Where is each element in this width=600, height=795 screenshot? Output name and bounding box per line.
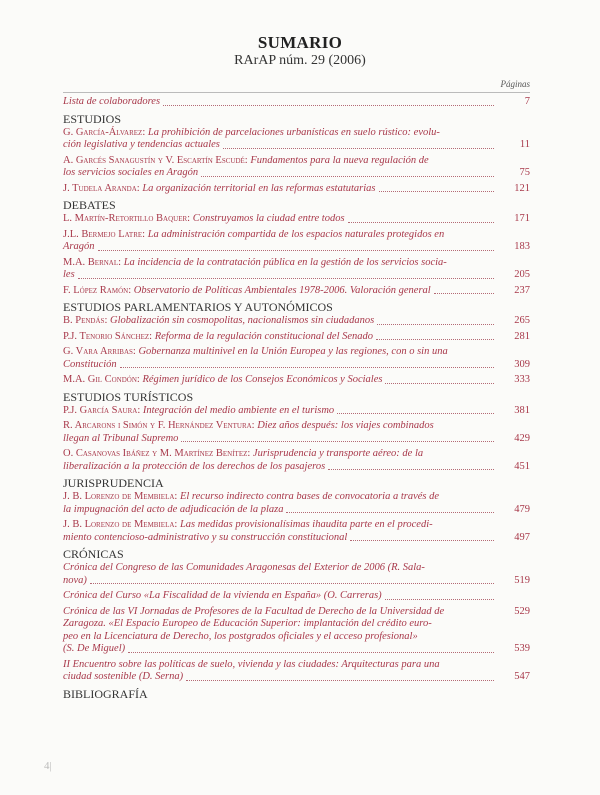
leader-dots: [78, 278, 494, 279]
entry-title-line: los servicios sociales en Aragón: [63, 167, 199, 178]
entry-author: M.A. Gil Condón: [63, 374, 137, 385]
toc-entry[interactable]: G. Vara Arribas: Gobernanza multinivel en la Unión Europea y las regiones, con o sin una Constitución 309: [63, 346, 530, 370]
entry-title-line: El recurso indirecto contra bases de convocatoria a través de: [179, 491, 440, 502]
page-number: 171: [514, 213, 530, 224]
entry-title-line: La organización territorial en las reformas estatutarias: [142, 182, 376, 194]
toc-entry[interactable]: B. Pendás: Globalización sin cosmopolitas, nacionalismos sin ciudadanos 265: [63, 315, 530, 326]
entry-title-line: Integración del medio ambiente en el turismo: [142, 404, 335, 416]
toc-entry[interactable]: J. B. Lorenzo de Membiela: Las medidas provisionalísimas ihaudita parte en el procedi- miento contencioso-administrativo y su construcción constitucional 497: [63, 519, 530, 543]
entry-author: O. Casanovas Ibáñez y M. Martínez Benítez: [63, 448, 248, 459]
entry-title-line: nova): [63, 574, 87, 586]
page-number: 479: [514, 503, 530, 515]
section-heading: ESTUDIOS TURÍSTICOS: [63, 389, 194, 404]
page-number: 237: [514, 284, 530, 296]
leader-dots: [350, 540, 494, 541]
leader-dots: [337, 413, 494, 414]
entry-title-line: La administración compartida de los espacios naturales protegidos en: [147, 228, 445, 240]
section-heading: ESTUDIOS: [63, 111, 122, 126]
toc-entry[interactable]: J. Tudela Aranda: La organización territorial en las reformas estatutarias 121: [63, 182, 530, 194]
entry-title-line: Gobernanza multinivel en la Unión Europea y las regiones, con o sin una: [138, 346, 448, 357]
entry-author: G. Vara Arribas: [63, 346, 133, 357]
leader-dots: [181, 441, 494, 442]
toc-entry[interactable]: F. López Ramón: Observatorio de Políticas Ambientales 1978-2006. Valoración general 237: [63, 284, 530, 296]
entry-author: G. García-Álvarez: [63, 126, 143, 138]
entry-author: L. Martín-Retortillo Baquer: [63, 213, 188, 224]
leader-dots: [128, 652, 494, 653]
journal-issue: RArAP núm. 29 (2006): [234, 53, 366, 68]
entry-title-line: Régimen jurídico de los Consejos Económicos y Sociales: [142, 374, 383, 385]
leader-dots: [98, 250, 495, 251]
entry-title-line: la impugnación del acto de adjudicación de la plaza: [63, 503, 284, 515]
entry-title-line: Fundamentos para la nueva regulación de: [250, 154, 429, 166]
entry-title-line: Zaragoza. «El Espacio Europeo de Educación Superior: implantación del crédito euro-: [63, 618, 432, 629]
page-number: 75: [519, 167, 530, 178]
page-mark: 4|: [44, 760, 52, 772]
entry-author: P.J. Tenorio Sánchez: [63, 330, 150, 342]
leader-dots: [120, 367, 494, 368]
entry-title-line: II Encuentro sobre las políticas de suelo, vivienda y las ciudades: Arquitecturas para una: [63, 658, 440, 670]
entry-title-line: Crónica de las VI Jornadas de Profesores de la Facultad de Derecho de la Universidad de: [63, 605, 445, 617]
leader-dots: [328, 469, 494, 470]
toc-entry[interactable]: R. Arcarons i Simón y F. Hernández Ventura: Diez años después: los viajes combinados llegan al Tribunal Supremo 429: [63, 420, 530, 444]
toc-entry[interactable]: M.A. Bernal: La incidencia de la contratación pública en la gestión de los servicios socia- les 205: [63, 256, 530, 280]
toc-entry[interactable]: [63, 606, 530, 656]
page-number: 547: [514, 671, 530, 682]
leader-dots: [377, 324, 494, 325]
entry-author: J.L. Bermejo Latre: [63, 228, 143, 240]
entry-title-line: Diez años después: los viajes combinados: [257, 420, 434, 431]
entry-author: A. Garcés Sanagustín y V. Escartín Escudé: [63, 154, 245, 166]
entry-author: R. Arcarons i Simón y F. Hernández Ventura: [63, 420, 252, 431]
toc-entry[interactable]: J. B. Lorenzo de Membiela: El recurso indirecto contra bases de convocatoria a través de la impugnación del acto de adjudicación de la plaza 479: [63, 491, 530, 515]
entry-title-line: ción legislativa y tendencias actuales: [63, 139, 220, 150]
pages-column-label: Páginas: [500, 79, 530, 89]
section-heading: BIBLIOGRAFÍA: [63, 686, 148, 701]
leader-dots: [223, 148, 494, 149]
page-number: 529: [514, 605, 530, 617]
entry-title-line: ciudad sostenible (D. Serna): [63, 671, 184, 682]
page-number: 7: [524, 96, 530, 107]
page-number: 451: [514, 460, 530, 472]
leader-dots: [186, 680, 494, 681]
section-heading: CRÓNICAS: [63, 547, 124, 561]
section-heading: ESTUDIOS PARLAMENTARIOS Y AUTONÓMICOS: [63, 300, 333, 314]
section-heading: DEBATES: [63, 198, 116, 212]
entry-title-line: llegan al Tribunal Supremo: [63, 432, 179, 444]
toc-entry[interactable]: L. Martín-Retortillo Baquer: Construyamos la ciudad entre todos 171: [63, 213, 530, 224]
toc-entry-colaboradores[interactable]: Lista de colaboradores 7: [63, 96, 530, 107]
leader-dots: [286, 512, 494, 513]
page-number: 519: [514, 574, 530, 586]
leader-dots: [379, 191, 495, 192]
leader-dots: [376, 339, 494, 340]
page-number: 205: [514, 269, 530, 280]
entry-title-line: Jurisprudencia y transporte aéreo: de la: [252, 448, 424, 459]
header-rule: [63, 92, 530, 93]
leader-dots: [385, 383, 494, 384]
toc-entry[interactable]: J.L. Bermejo Latre: La administración compartida de los espacios naturales protegidos en Aragón 183: [63, 228, 530, 252]
page-number: 381: [514, 404, 530, 416]
toc-entry[interactable]: [63, 562, 530, 587]
page-number: 539: [514, 643, 530, 654]
entry-title-line: les: [63, 269, 75, 280]
entry-title-line: (S. De Miguel): [63, 643, 126, 654]
entry-title-line: peo en la Licenciatura de Derecho, los postgrados oficiales y el acceso profesional»: [63, 630, 418, 642]
page-number: 497: [514, 531, 530, 543]
entry-author: P.J. García Saura: [63, 404, 138, 416]
entry-title-line: La incidencia de la contratación pública en la gestión de los servicios socia-: [123, 256, 447, 268]
page-number: 309: [514, 358, 530, 370]
page-number: 429: [514, 432, 530, 444]
toc-entry[interactable]: G. García-Álvarez: La prohibición de parcelaciones urbanísticas en suelo rústico: evolu- ción legislativa y tendencias actuales 11: [63, 126, 530, 150]
entry-title-line: Reforma de la regulación constitucional del Senado: [154, 330, 374, 342]
entry-author: J. Tudela Aranda: [63, 182, 137, 194]
toc-entry[interactable]: P.J. García Saura: Integración del medio ambiente en el turismo 381: [63, 404, 530, 416]
page-number: 121: [514, 182, 530, 194]
table-of-contents: [63, 94, 530, 702]
entry-author: J. B. Lorenzo de Membiela: [63, 519, 175, 530]
leader-dots: [90, 583, 494, 584]
page-number: 11: [519, 139, 530, 150]
entry-title-line: Construyamos la ciudad entre todos: [192, 213, 345, 224]
leader-dots: [201, 176, 494, 177]
toc-entry[interactable]: [63, 590, 530, 603]
entry-title-line: Crónica del Curso «La Fiscalidad de la vivienda en España» (O. Carreras): [63, 590, 382, 601]
section-heading: JURISPRUDENCIA: [63, 476, 164, 490]
page-number: 265: [514, 315, 530, 326]
entry-title-line: Aragón: [63, 241, 95, 252]
toc-entry[interactable]: A. Garcés Sanagustín y V. Escartín Escudé: Fundamentos para la nueva regulación de los servicios sociales en Aragón 75: [63, 154, 530, 178]
entry-title-line: Constitución: [63, 358, 117, 370]
toc-sections: [63, 112, 530, 702]
entry-author: M.A. Bernal: [63, 256, 119, 268]
entry-author: J. B. Lorenzo de Membiela: [63, 491, 175, 502]
page-title: SUMARIO: [257, 33, 343, 52]
toc-entry[interactable]: P.J. Tenorio Sánchez: Reforma de la regulación constitucional del Senado 281: [63, 330, 530, 342]
entry-title-line: miento contencioso-administrativo y su construcción constitucional: [63, 531, 348, 543]
toc-entry[interactable]: [63, 659, 530, 684]
entry-title-line: Globalización sin cosmopolitas, nacionalismos sin ciudadanos: [109, 315, 375, 326]
leader-dots: [434, 293, 494, 294]
leader-dots: [385, 599, 494, 600]
entry-author: B. Pendás: [63, 315, 105, 326]
page-number: 281: [514, 330, 530, 342]
entry-title-line: Observatorio de Políticas Ambientales 1978-2006. Valoración general: [133, 284, 431, 296]
toc-entry[interactable]: O. Casanovas Ibáñez y M. Martínez Benítez: Jurisprudencia y transporte aéreo: de la liberalización a la protección de los derechos de los pasajeros 451: [63, 448, 530, 472]
entry-title-line: Crónica del Congreso de las Comunidades Aragonesas del Exterior de 2006 (R. Sala-: [63, 562, 425, 573]
page-number: 183: [514, 241, 530, 252]
entry-title-line: La prohibición de parcelaciones urbanísticas en suelo rústico: evolu-: [147, 126, 440, 138]
page-number: 333: [514, 374, 530, 385]
toc-entry[interactable]: M.A. Gil Condón: Régimen jurídico de los Consejos Económicos y Sociales 333: [63, 374, 530, 385]
entry-title-line: Las medidas provisionalísimas ihaudita parte en el procedi-: [179, 519, 433, 530]
leader-dots: [348, 222, 494, 223]
entry-author: F. López Ramón: [63, 284, 129, 296]
entry-title-line: liberalización a la protección de los derechos de los pasajeros: [63, 460, 326, 472]
